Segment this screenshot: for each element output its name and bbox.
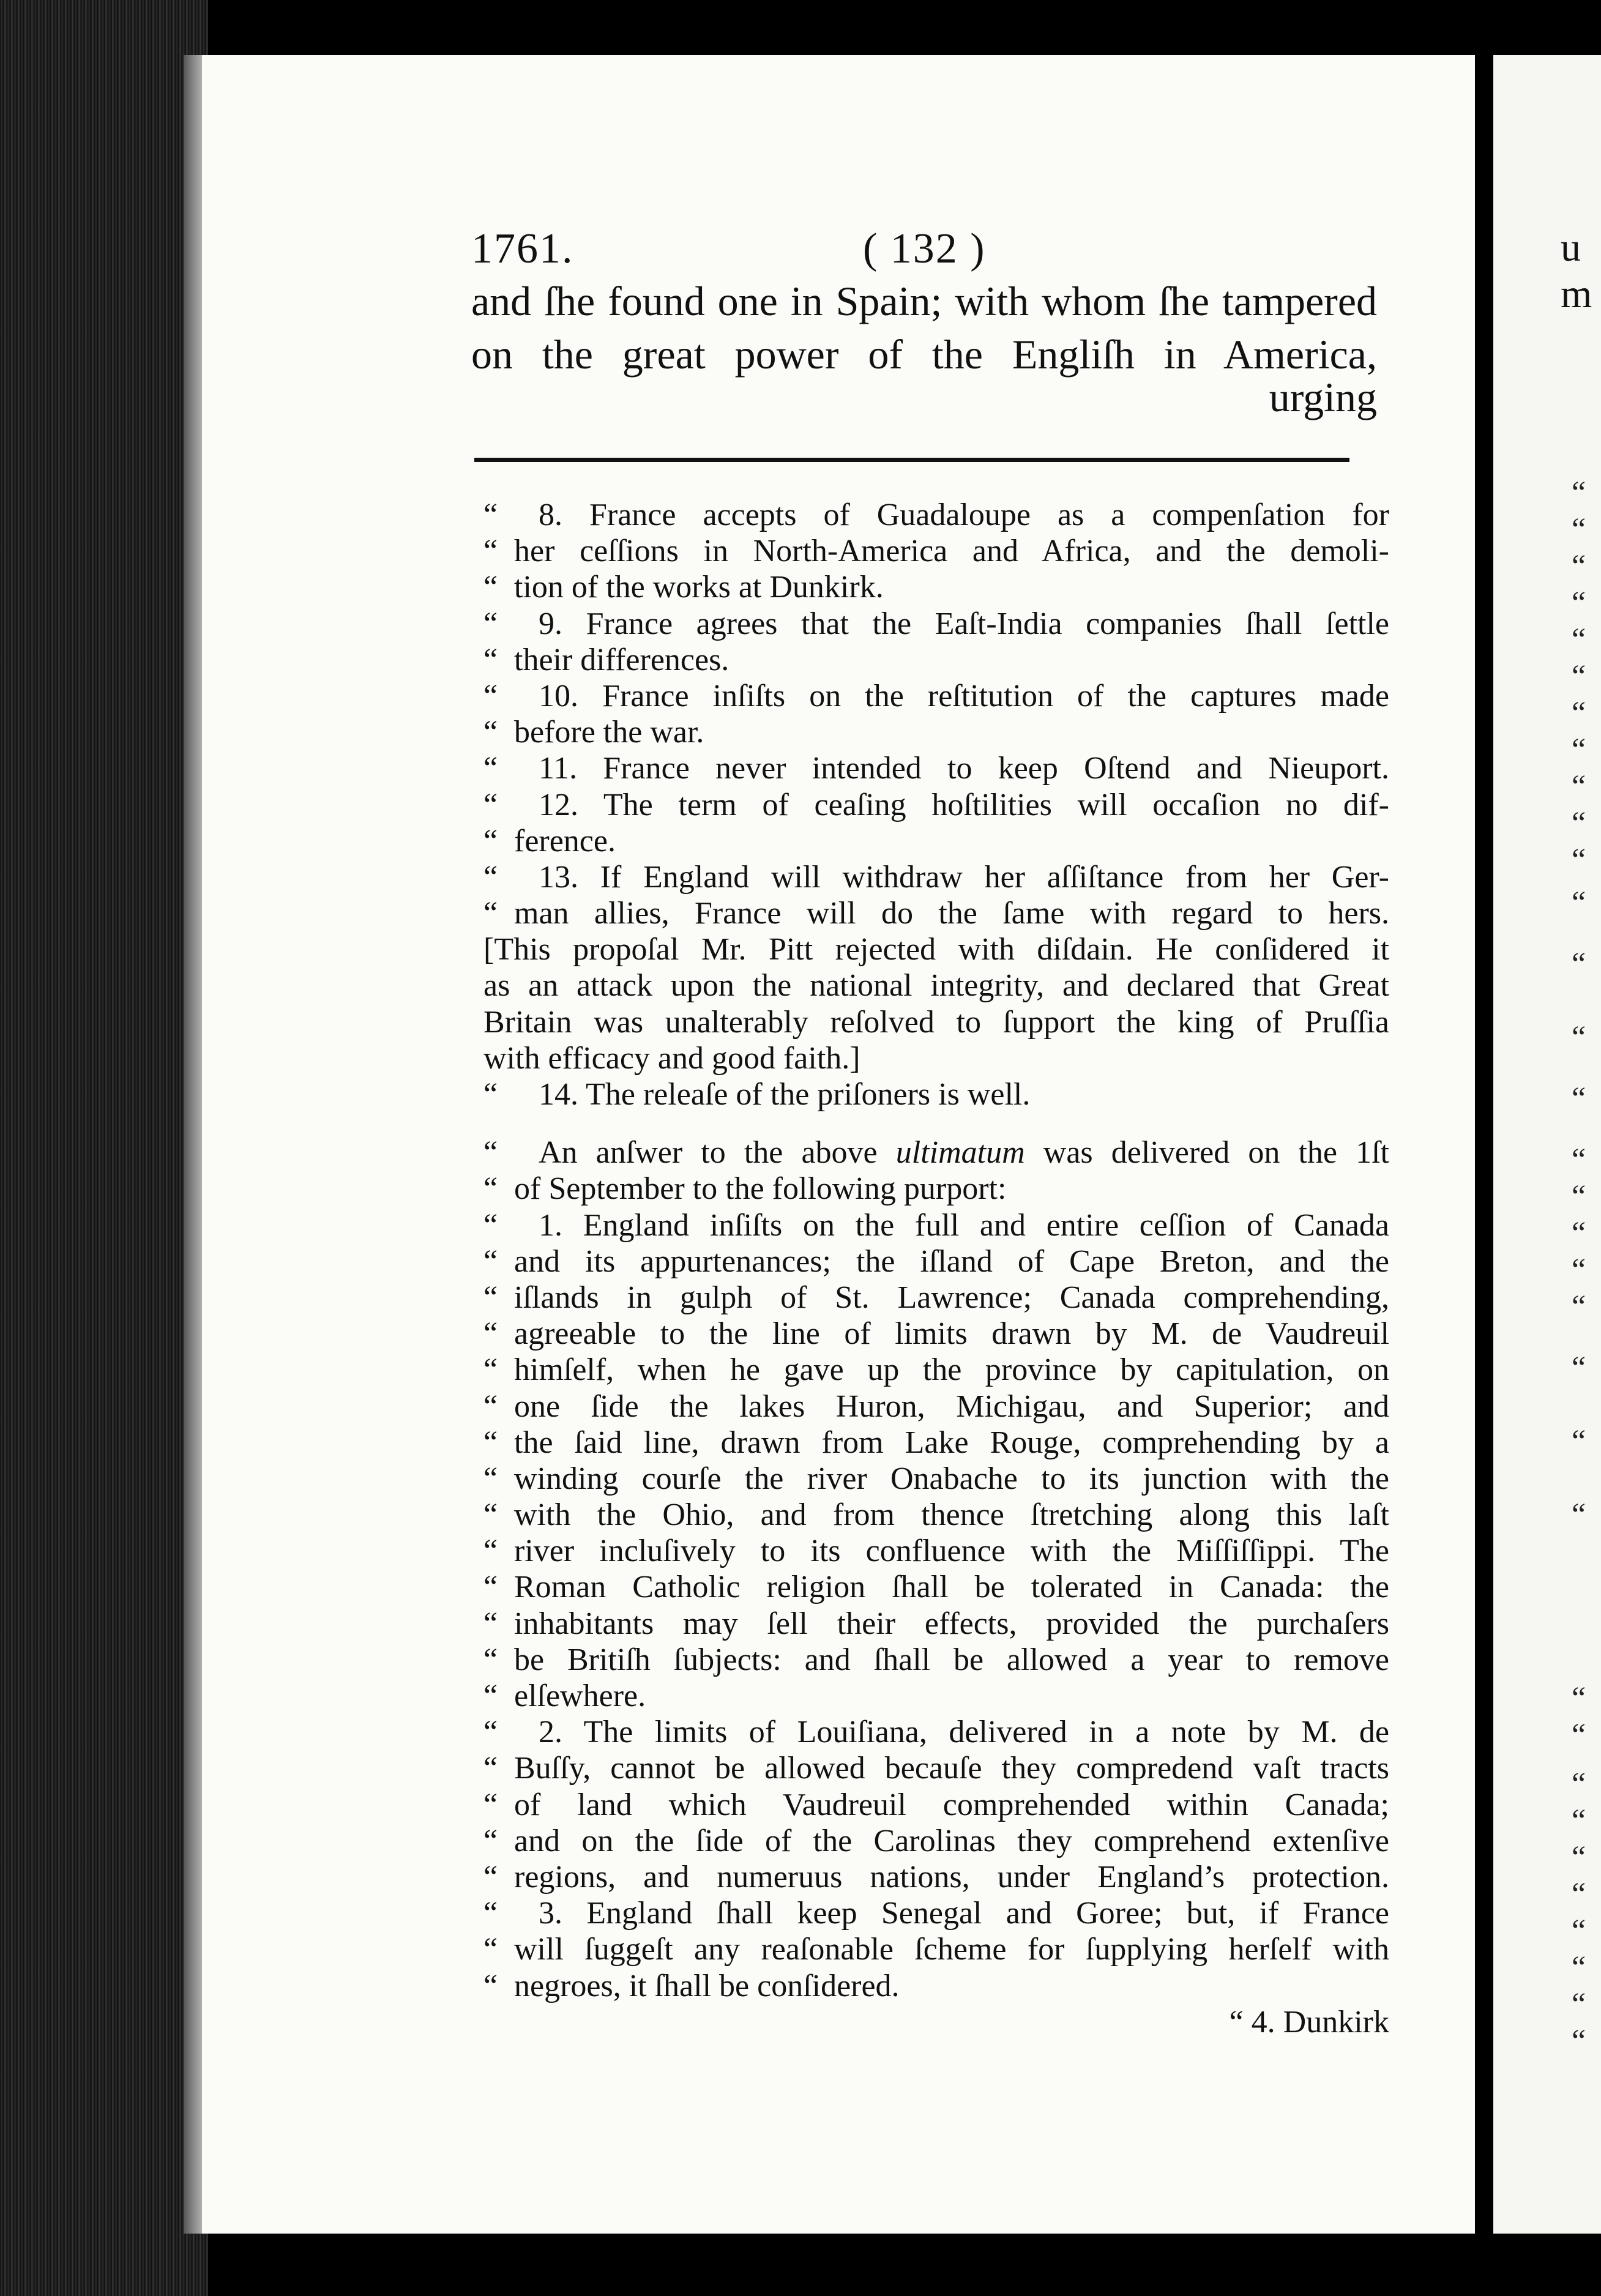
facing-page-quote-mark: “ <box>1572 947 1586 982</box>
text-line <box>483 967 1389 1004</box>
quote-mark: “ <box>483 859 498 895</box>
text-line <box>483 1750 1389 1786</box>
text-line <box>483 569 1389 605</box>
text-line <box>483 1569 1389 1605</box>
text-line-content: inhabitants may ſell their effects, provided the purchaſers <box>514 1606 1389 1641</box>
text-line <box>483 1714 1389 1750</box>
text-line-content: 9. France agrees that the Eaſt-India companies ſhall ſettle <box>539 606 1389 641</box>
facing-page-quote-mark: “ <box>1572 475 1586 510</box>
quote-mark: “ <box>483 1534 498 1569</box>
facing-page-quote-mark: “ <box>1572 1877 1586 1912</box>
text-line-content: Buſſy, cannot be allowed becauſe they compredend vaſt tracts <box>514 1751 1389 1786</box>
text-line <box>483 606 1389 642</box>
text-line-content: [This propoſal Mr. Pitt rejected with diſdain. He conſidered it <box>483 932 1389 967</box>
facing-page-quote-mark: “ <box>1572 1289 1586 1324</box>
text-line-content: iſlands in gulph of St. Lawrence; Canada comprehending, <box>514 1280 1389 1315</box>
text-line <box>483 642 1389 678</box>
quote-mark: “ <box>483 642 498 677</box>
text-line-content: tion of the works at Dunkirk. <box>514 570 884 605</box>
facing-page-head-1: u <box>1561 225 1581 270</box>
text-line <box>483 931 1389 967</box>
text-line-content: himſelf, when he gave up the province by capitulation, on <box>514 1352 1389 1388</box>
quote-mark: “ <box>483 715 498 750</box>
text-line <box>483 1787 1389 1823</box>
paragraph-gap <box>483 1113 1389 1135</box>
facing-page-quote-mark: “ <box>1572 1950 1586 1985</box>
text-line-content: their differences. <box>514 642 730 677</box>
facing-page-quote-mark: “ <box>1572 1681 1586 1716</box>
facing-page-quote-mark: “ <box>1572 769 1586 804</box>
text-line <box>483 1895 1389 1931</box>
text-line-content: agreeable to the line of limits drawn by M. de Vaudreuil <box>514 1316 1389 1352</box>
text-line <box>483 1461 1389 1497</box>
quote-mark: “ <box>483 1679 498 1713</box>
text-line <box>483 1207 1389 1243</box>
text-line <box>483 859 1389 895</box>
horizontal-rule <box>474 458 1349 462</box>
text-line <box>483 1425 1389 1461</box>
text-line-content: of September to the following purport: <box>514 1171 1007 1207</box>
facing-page-quote-mark: “ <box>1572 586 1586 621</box>
quote-mark: “ <box>483 1606 498 1641</box>
header-line: and ſhe found one in Spain; with whom ſhe tampered <box>471 278 1377 324</box>
text-line-content: the ſaid line, drawn from Lake Rouge, comprehending by a <box>514 1425 1389 1460</box>
quote-mark: “ <box>483 1497 498 1533</box>
facing-page-quote-mark: “ <box>1572 732 1586 767</box>
quote-mark: “ <box>483 896 498 931</box>
facing-page-fragment <box>1493 55 1601 2234</box>
facing-page-quote-mark: “ <box>1572 549 1586 584</box>
quote-mark: “ <box>483 787 498 822</box>
text-line-content: with the Ohio, and from thence ſtretching along this laſt <box>514 1497 1389 1533</box>
quote-mark: “ <box>483 1425 498 1460</box>
text-line-content: river incluſively to its confluence with the Miſſiſſippi. The <box>514 1534 1389 1569</box>
facing-page-quote-mark: “ <box>1572 1142 1586 1177</box>
text-line-content: 8. France accepts of Guadaloupe as a compenſation for <box>539 498 1389 532</box>
quote-mark: “ <box>483 1243 498 1279</box>
facing-page-quote-mark: “ <box>1572 1840 1586 1875</box>
text-line-content: regions, and numeruus nations, under England’s protection. <box>514 1859 1389 1895</box>
text-line <box>483 1171 1389 1207</box>
facing-page-quote-mark: “ <box>1572 696 1586 731</box>
quote-mark: “ <box>483 606 498 641</box>
facing-page-head-2: m <box>1561 272 1592 316</box>
text-line <box>483 1642 1389 1678</box>
quote-mark: “ <box>483 1388 498 1424</box>
quote-mark: “ <box>483 1077 498 1112</box>
text-line-content: 10. France inſiſts on the reſtitution of the captures made <box>539 678 1389 714</box>
text-line <box>483 2004 1389 2040</box>
text-line-content: her ceſſions in North-America and Africa, and the demoli- <box>514 534 1389 569</box>
text-line <box>483 1135 1389 1171</box>
quote-mark: “ <box>483 1570 498 1605</box>
facing-page-quote-mark: “ <box>1572 1351 1586 1385</box>
text-line-content: 13. If England will withdraw her aſſiſtance from her Ger- <box>539 859 1389 895</box>
quote-mark: “ <box>483 1461 498 1496</box>
quote-mark: “ <box>483 534 498 569</box>
text-line <box>483 1606 1389 1642</box>
text-line <box>483 1352 1389 1388</box>
text-line-content: 3. England ſhall keep Senegal and Goree; but, if France <box>539 1896 1389 1931</box>
text-line <box>483 1076 1389 1113</box>
facing-page-quote-mark: “ <box>1572 1803 1586 1838</box>
text-line-content: 11. France never intended to keep Oſtend and Nieuport. <box>539 751 1389 786</box>
text-line <box>483 1040 1389 1076</box>
text-line <box>483 823 1389 859</box>
facing-page-quote-mark: “ <box>1572 2024 1586 2059</box>
italic-term: ultimatum <box>895 1135 1025 1171</box>
running-head-year: 1761. <box>471 225 574 272</box>
facing-page-quote-mark: “ <box>1572 1179 1586 1214</box>
text-line <box>483 895 1389 931</box>
text-line-content: 2. The limits of Louiſiana, delivered in a note by M. de <box>539 1715 1389 1750</box>
quote-mark: “ <box>483 823 498 859</box>
text-line-content: one ſide the lakes Huron, Michigau, and Superior; and <box>514 1388 1389 1424</box>
quote-mark: “ <box>483 1859 498 1895</box>
text-line <box>483 533 1389 569</box>
quote-mark: “ <box>483 1787 498 1822</box>
facing-page-quote-mark: “ <box>1572 1987 1586 2022</box>
text-line <box>483 497 1389 533</box>
text-line <box>483 678 1389 714</box>
quote-mark: “ <box>483 1352 498 1388</box>
header-line: on the great power of the Engliſh in America, <box>471 331 1377 378</box>
facing-page-quote-mark: “ <box>1572 843 1586 878</box>
facing-page-quote-mark: “ <box>1572 659 1586 694</box>
text-line-content: negroes, it ſhall be conſidered. <box>514 1968 900 2003</box>
page-number: ( 132 ) <box>863 225 986 272</box>
body-text <box>483 497 1389 2040</box>
text-line-content: ference. <box>514 823 616 859</box>
gutter <box>1475 0 1493 2296</box>
text-line-content: with efficacy and good faith.] <box>483 1040 860 1076</box>
text-line-content: man allies, France will do the ſame with regard to hers. <box>514 896 1389 931</box>
quote-mark: “ <box>483 1896 498 1931</box>
quote-mark: “ <box>483 1715 498 1750</box>
text-line-content: 1. England inſiſts on the full and entire ceſſion of Canada <box>539 1207 1389 1243</box>
quote-mark: “ <box>483 751 498 786</box>
facing-page-quote-mark: “ <box>1572 1914 1586 1948</box>
quote-mark: “ <box>483 1823 498 1858</box>
text-line <box>483 1497 1389 1533</box>
quote-mark: “ <box>483 1932 498 1967</box>
header-line-catchword: urging <box>1269 374 1377 420</box>
text-line <box>483 1243 1389 1280</box>
text-line <box>483 1678 1389 1714</box>
text-line <box>483 1931 1389 1967</box>
quote-mark: “ <box>483 498 498 532</box>
facing-page-quote-mark: “ <box>1572 1718 1586 1753</box>
quote-mark: “ <box>483 1171 498 1207</box>
text-line-content: 14. The releaſe of the priſoners is well. <box>539 1077 1031 1112</box>
text-line <box>483 1388 1389 1425</box>
facing-page-quote-mark: “ <box>1572 1020 1586 1055</box>
quote-mark: “ <box>483 1207 498 1243</box>
quote-mark: “ <box>483 1968 498 2003</box>
quote-mark: “ <box>483 570 498 605</box>
text-line-content: elſewhere. <box>514 1679 646 1713</box>
facing-page-quote-mark: “ <box>1572 1497 1586 1532</box>
text-line-content: Roman Catholic religion ſhall be tolerated in Canada: the <box>514 1570 1389 1605</box>
facing-page-quote-mark: “ <box>1572 622 1586 657</box>
text-line <box>483 1968 1389 2004</box>
facing-page-quote-mark: “ <box>1572 1253 1586 1288</box>
text-line <box>483 1859 1389 1895</box>
quote-mark: “ <box>483 1280 498 1315</box>
text-line <box>483 1533 1389 1569</box>
facing-page-quote-mark: “ <box>1572 512 1586 547</box>
text-line-content: winding courſe the river Onabache to its junction with the <box>514 1461 1389 1496</box>
text-line-content: be Britiſh ſubjects: and ſhall be allowed a year to remove <box>514 1642 1389 1677</box>
text-line <box>483 787 1389 823</box>
text-line-content: “ 4. Dunkirk <box>1229 2004 1389 2040</box>
facing-page-quote-mark: “ <box>1572 1216 1586 1251</box>
facing-page-quote-mark: “ <box>1572 885 1586 920</box>
text-line-content: as an attack upon the national integrity, and declared that Great <box>483 968 1389 1004</box>
text-line-content: and its appurtenances; the iſland of Cape Breton, and the <box>514 1243 1389 1279</box>
quote-mark: “ <box>483 1642 498 1677</box>
text-line-content: and on the ſide of the Carolinas they comprehend extenſive <box>514 1823 1389 1858</box>
text-line <box>483 1823 1389 1859</box>
text-line-content: of land which Vaudreuil comprehended within Canada; <box>514 1787 1389 1822</box>
text-line <box>483 1280 1389 1316</box>
quote-mark: “ <box>483 1135 498 1171</box>
text-line-content: Britain was unalterably reſolved to ſupport the king of Pruſſia <box>483 1004 1389 1040</box>
quote-mark: “ <box>483 1316 498 1352</box>
facing-page-quote-mark: “ <box>1572 1424 1586 1459</box>
facing-page-quote-mark: “ <box>1572 1081 1586 1116</box>
text-line <box>483 750 1389 786</box>
text-line <box>483 714 1389 750</box>
text-line <box>483 1316 1389 1352</box>
text-line-content: will ſuggeſt any reaſonable ſcheme for ſupplying herſelf with <box>514 1932 1389 1967</box>
facing-page-quote-mark: “ <box>1572 1767 1586 1802</box>
text-line-content: 12. The term of ceaſing hoſtilities will occaſion no dif- <box>539 787 1389 822</box>
quote-mark: “ <box>483 678 498 714</box>
quote-mark: “ <box>483 1751 498 1786</box>
text-line <box>483 1004 1389 1040</box>
facing-page-quote-mark: “ <box>1572 806 1586 841</box>
book-edge <box>0 0 208 2296</box>
text-line-content: An anſwer to the above ultimatum was delivered on the 1ſt <box>539 1135 1389 1171</box>
text-line-content: before the war. <box>514 715 704 750</box>
